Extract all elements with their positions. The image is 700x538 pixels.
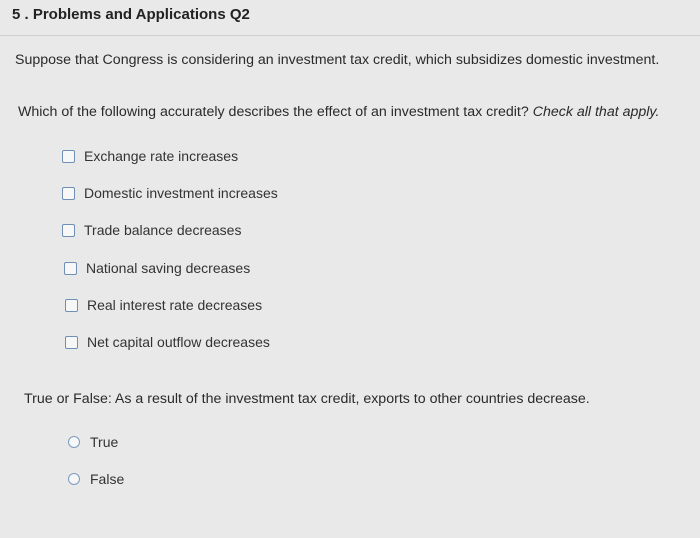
radio-false[interactable] [68, 473, 80, 485]
option-label-exchange-rate-increases: Exchange rate increases [84, 148, 239, 164]
option-label-true: True [90, 434, 119, 450]
question-check-all-instruction: Check all that apply. [532, 104, 660, 120]
option-domestic-investment-increases[interactable] [62, 185, 278, 201]
option-real-interest-rate-decreases[interactable] [65, 297, 262, 313]
checkbox-national-saving-decreases[interactable] [64, 262, 77, 275]
option-label-trade-balance-decreases: Trade balance decreases [84, 222, 242, 238]
question-true-false: True or False: As a result of the investment tax credit, exports to other countries decrease. [24, 391, 590, 407]
option-true[interactable] [68, 434, 118, 450]
checkbox-exchange-rate-increases[interactable] [62, 150, 75, 163]
page-title: 5 . Problems and Applications Q2 [12, 6, 250, 23]
option-label-real-interest-rate-decreases: Real interest rate decreases [87, 297, 263, 313]
option-national-saving-decreases[interactable] [64, 260, 250, 276]
checkbox-domestic-investment-increases[interactable] [62, 187, 75, 200]
problem-prompt: Suppose that Congress is considering an investment tax credit, which subsidizes domestic investment. [15, 52, 660, 68]
question-check-all [18, 104, 659, 120]
checkbox-real-interest-rate-decreases[interactable] [65, 299, 78, 312]
option-false[interactable] [68, 471, 124, 487]
option-label-false: False [90, 471, 125, 487]
option-label-net-capital-outflow-decreases: Net capital outflow decreases [87, 334, 270, 350]
title-divider [0, 35, 700, 36]
option-net-capital-outflow-decreases[interactable] [65, 334, 270, 350]
option-label-national-saving-decreases: National saving decreases [86, 260, 251, 276]
question-check-all-text: Which of the following accurately describes the effect of an investment tax credit? [18, 104, 529, 120]
checkbox-net-capital-outflow-decreases[interactable] [65, 336, 78, 349]
option-label-domestic-investment-increases: Domestic investment increases [84, 185, 278, 201]
option-exchange-rate-increases[interactable] [62, 148, 238, 164]
checkbox-trade-balance-decreases[interactable] [62, 224, 75, 237]
radio-true[interactable] [68, 436, 80, 448]
option-trade-balance-decreases[interactable] [62, 222, 241, 238]
